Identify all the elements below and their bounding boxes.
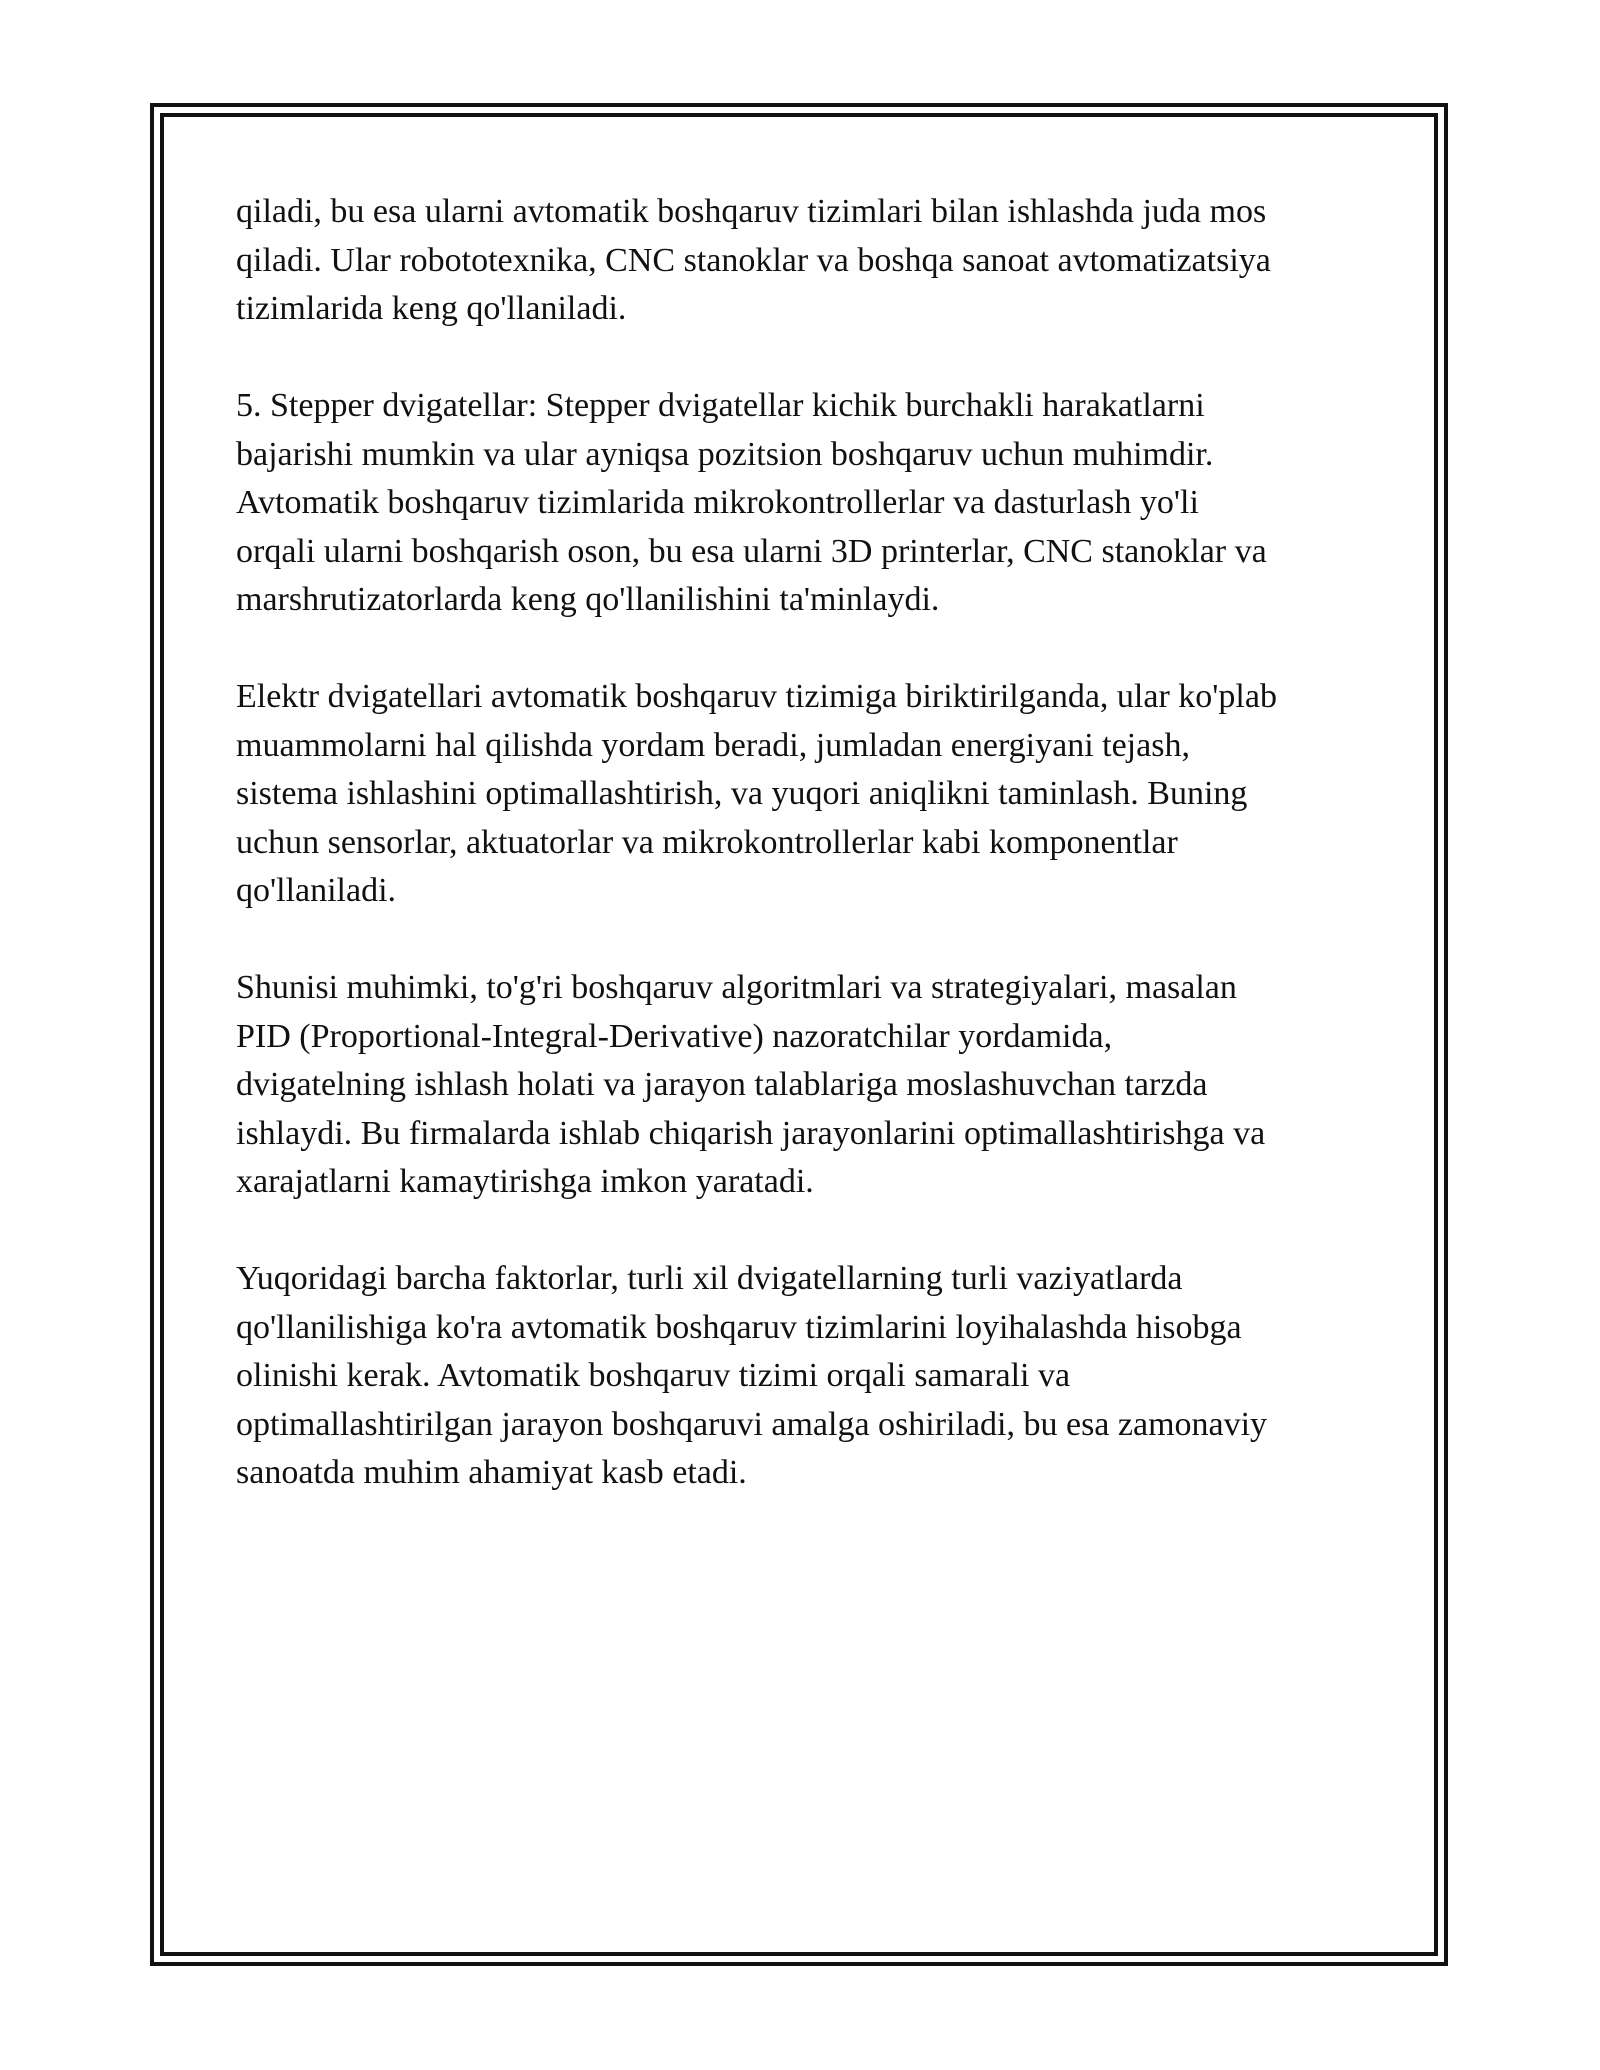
text-line: ishlaydi. Bu firmalarda ishlab chiqarish jarayonlarini optimallashtirishga va <box>236 1114 1266 1152</box>
text-line: Avtomatik boshqaruv tizimlarida mikrokontrollerlar va dasturlash yo'li <box>236 484 1199 521</box>
text-line: bajarishi mumkin va ular ayniqsa pozitsion boshqaruv uchun muhimdir. <box>236 435 1214 473</box>
text-line: Yuqoridagi barcha faktorlar, turli xil dvigatellarning turli vaziyatlarda <box>236 1260 1183 1297</box>
text-line: Shunisi muhimki, to'g'ri boshqaruv algoritmlari va strategiyalari, masalan <box>236 969 1237 1006</box>
text-line: dvigatelning ishlash holati va jarayon talablariga moslashuvchan tarzda <box>236 1066 1208 1103</box>
text-line: qiladi. Ular robototexnika, CNC stanoklar va boshqa sanoat avtomatizatsiya <box>236 241 1271 279</box>
text-line: muammolarni hal qilishda yordam beradi, jumladan energiyani tejash, <box>236 726 1190 764</box>
text-line: 5. Stepper dvigatellar: Stepper dvigatellar kichik burchakli harakatlarni <box>236 387 1205 424</box>
text-line: xarajatlarni kamaytirishga imkon yaratadi. <box>236 1163 814 1200</box>
paragraph <box>236 188 1376 334</box>
text-line: Elektr dvigatellari avtomatik boshqaruv tizimiga biriktirilganda, ular ko'plab <box>236 678 1277 715</box>
text-line: PID (Proportional-Integral-Derivative) nazoratchilar yordamida, <box>236 1017 1113 1055</box>
text-line: qo'llaniladi. <box>236 872 397 909</box>
paragraph <box>236 964 1376 1207</box>
text-line: qiladi, bu esa ularni avtomatik boshqaruv tizimlari bilan ishlashda juda mos <box>236 193 1267 230</box>
text-line: sistema ishlashini optimallashtirish, va yuqori aniqlikni taminlash. Buning <box>236 775 1248 812</box>
paragraph <box>236 382 1376 625</box>
text-line: optimallashtirilgan jarayon boshqaruvi amalga oshiriladi, bu esa zamonaviy <box>236 1405 1268 1443</box>
text-line: tizimlarida keng qo'llaniladi. <box>236 290 627 327</box>
text-line: qo'llanilishiga ko'ra avtomatik boshqaruv tizimlarini loyihalashda hisobga <box>236 1308 1242 1346</box>
text-line: uchun sensorlar, aktuatorlar va mikrokontrollerlar kabi komponentlar <box>236 823 1178 861</box>
text-line: marshrutizatorlarda keng qo'llanilishini ta'minlaydi. <box>236 581 940 618</box>
text-line: sanoatda muhim ahamiyat kasb etadi. <box>236 1454 747 1491</box>
text-line: olinishi kerak. Avtomatik boshqaruv tizimi orqali samarali va <box>236 1357 1071 1394</box>
page-body <box>236 188 1376 1546</box>
paragraph <box>236 1255 1376 1498</box>
text-line: orqali ularni boshqarish oson, bu esa ularni 3D printerlar, CNC stanoklar va <box>236 532 1267 570</box>
paragraph <box>236 673 1376 916</box>
